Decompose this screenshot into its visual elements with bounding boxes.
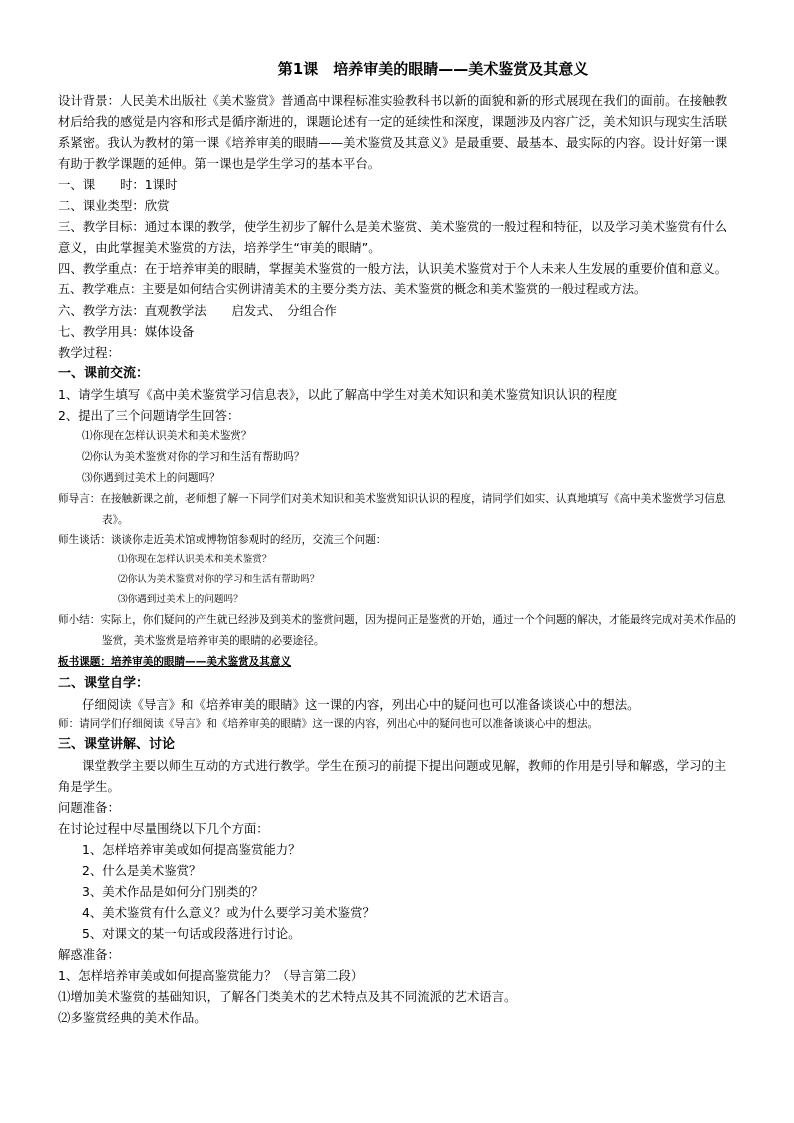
board-title: 板书课题：培养审美的眼睛——美术鉴赏及其意义: [58, 656, 292, 668]
answer-prep-label: 解惑准备：: [58, 947, 120, 962]
section2-teacher: 师：请同学们仔细阅读《导言》和《培养审美的眼睛》这一课的内容，列出心中的疑问也可以准备谈谈心中的想法。: [58, 718, 599, 730]
talk-question: ⑴你现在怎样认识美术和美术鉴赏？: [118, 554, 272, 565]
discussion-item: 1、怎样培养审美或如何提高鉴赏能力？: [82, 842, 301, 857]
discussion-item: 4、美术鉴赏有什么意义？或为什么要学习美术鉴赏？: [82, 905, 375, 920]
answer-1-2: ⑵多鉴赏经典的美术作品。: [58, 1010, 207, 1025]
teacher-summary: 师小结：实际上，你们疑问的产生就已经涉及到美术的鉴赏问题，因为提问正是鉴赏的开始，通过一个个问题的解决，才能最终完成对美术作品的鉴赏，美术鉴赏是培养审美的眼睛的必要途径。: [58, 614, 736, 647]
item-difficulty: 五、教学难点：主要是如何结合实例讲清美术的主要分类方法、美术鉴赏的概念和美术鉴赏的一般过程或方法。: [58, 282, 647, 296]
answer-1: 1、怎样培养审美或如何提高鉴赏能力？（导言第二段）: [58, 968, 364, 983]
item-key: 四、教学重点：在于培养审美的眼睛，掌握美术鉴赏的一般方法，认识美术鉴赏对于个人未来人生发展的重要价值和意义。: [58, 261, 728, 276]
document-page: [58, 58, 738, 1028]
discussion-item: 2、什么是美术鉴赏？: [82, 863, 202, 878]
question-item: ⑵你认为美术鉴赏对你的学习和生活有帮助吗？: [82, 451, 305, 463]
discussion-item: 3、美术作品是如何分门别类的？: [82, 884, 264, 899]
item-tools: 七、教学用具：媒体设备: [58, 324, 195, 339]
question-item: ⑶你遇到过美术上的问题吗？: [82, 472, 220, 484]
section-heading: 二、课堂自学：: [58, 676, 150, 691]
item-goal: 三、教学目标：通过本课的教学，使学生初步了解什么是美术鉴赏、美术鉴赏的一般过程和特征，以及学习美术鉴赏有什么意义，由此掌握美术鉴赏的方法，培养学生“审美的眼睛”。: [58, 219, 728, 255]
section1-p2: 2、提出了三个问题请学生回答：: [58, 408, 240, 423]
item-methods: 六、教学方法：直观教学法 启发式、 分组合作: [58, 303, 337, 318]
discussion-around: 在讨论过程中尽量围绕以下几个方面：: [58, 821, 269, 836]
answer-1-1: ⑴增加美术鉴赏的基础知识，了解各门类美术的艺术特点及其不同流派的艺术语言。: [58, 989, 517, 1004]
page-title: 第1课 培养审美的眼睛——美术鉴赏及其意义: [277, 60, 589, 78]
section-heading: 三、课堂讲解、讨论: [58, 737, 176, 752]
question-item: ⑴你现在怎样认识美术和美术鉴赏？: [82, 430, 252, 442]
design-background: 设计背景：人民美术出版社《美术鉴赏》普通高中课程标准实验教科书以新的面貌和新的形式展现在我们的面前。在接触教材后给我的感觉是内容和形式是循序渐进的，课题论述有一定的延续性和深度，课题涉及内容广泛，美术知识与现实生活联系紧密。我认为教材的第一课《培养审美的眼睛——美术鉴赏及其意义》是最重要、最基本、最实际的内容。设计好第一课有助于教学课题的延伸。第一课也是学生学习的基本平台。: [58, 93, 728, 171]
section1-p1: 1、请学生填写《高中美术鉴赏学习信息表》，以此了解高中学生对美术知识和美术鉴赏知识认识的程度: [58, 387, 618, 402]
section2-p1: 仔细阅读《导言》和《培养审美的眼睛》这一课的内容，列出心中的疑问也可以准备谈谈心中的想法。: [82, 697, 640, 712]
section-heading: 一、课前交流：: [58, 366, 150, 381]
process-label: 教学过程：: [58, 345, 120, 360]
talk-question: ⑶你遇到过美术上的问题吗？: [118, 594, 243, 605]
teacher-talk: 师生谈话：谈谈你走近美术馆或博物馆参观时的经历，交流三个问题：: [58, 534, 387, 546]
problem-prep-label: 问题准备：: [58, 800, 120, 815]
teacher-intro: 师导言：在接触新课之前，老师想了解一下同学们对美术知识和美术鉴赏知识认识的程度，请同学们如实、认真地填写《高中美术鉴赏学习信息表》。: [58, 493, 726, 526]
item-type: 二、课业类型：欣赏: [58, 198, 170, 213]
item-hours: 一、课 时：1课时: [58, 177, 178, 192]
section3-p1: 课堂教学主要以师生互动的方式进行教学。学生在预习的前提下提出问题或见解，教师的作用是引导和解惑，学习的主角是学生。: [58, 758, 727, 794]
discussion-item: 5、对课文的某一句话或段落进行讨论。: [82, 926, 301, 941]
talk-question: ⑵你认为美术鉴赏对你的学习和生活有帮助吗？: [118, 574, 320, 585]
